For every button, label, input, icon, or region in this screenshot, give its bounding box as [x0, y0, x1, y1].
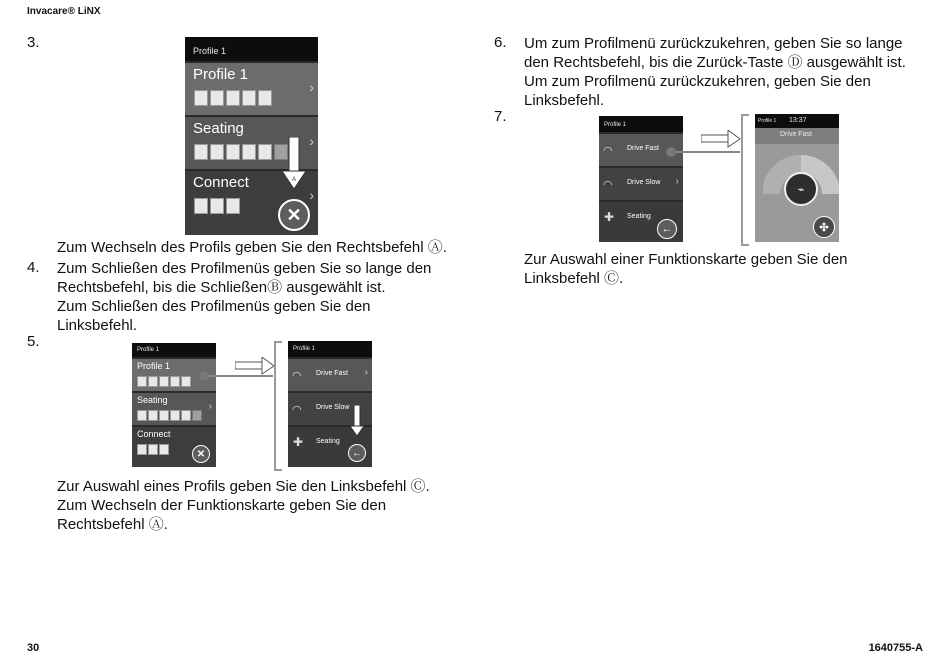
step-7-function-screen — [599, 116, 683, 242]
speed-gauge-icon — [763, 144, 839, 218]
page-number: 30 — [27, 642, 40, 654]
text-line: Zur Auswahl einer Funktionskarte geben Sie den — [524, 251, 848, 268]
screen-title-bar — [132, 343, 216, 357]
screen-title: Profile 1 — [193, 46, 227, 56]
seating-icon: ✚ — [604, 210, 615, 224]
menu-row-label: Seating — [193, 120, 244, 137]
menu-row-label: Drive Slow — [627, 179, 661, 186]
menu-row-label: Seating — [627, 213, 651, 220]
chevron-right-icon: › — [675, 176, 679, 187]
chevron-right-icon: › — [309, 187, 314, 203]
step-3-number: 3. — [27, 34, 40, 51]
step-7-text — [524, 250, 866, 288]
step-5-text — [57, 477, 442, 534]
text-line: Um zum Profilmenü zurückzukehren, geben Sie den — [524, 73, 871, 90]
close-icon[interactable]: ✕ — [192, 445, 210, 463]
speedometer-icon: ◠ — [603, 145, 613, 157]
step-7-number: 7. — [494, 108, 507, 125]
text-line: Rechtsbefehl Ⓐ. — [57, 516, 168, 533]
marker-label: A — [291, 177, 297, 183]
text-line: Linksbefehl. — [524, 92, 605, 109]
menu-row-profile — [185, 63, 318, 115]
menu-row-seating — [132, 393, 216, 425]
text-line: Zum Schließen des Profilmenüs geben Sie den — [57, 298, 371, 315]
connect-cells — [194, 198, 240, 214]
menu-row-label: Seating — [137, 395, 168, 405]
connector-line — [209, 375, 273, 377]
step-3-profile-screen — [185, 37, 318, 235]
step-6-text — [524, 34, 913, 110]
connect-cells — [137, 444, 169, 455]
text-line: Zum Wechseln der Funktionskarte geben Sie den — [57, 497, 387, 514]
menu-row-label: Seating — [316, 438, 340, 445]
step-4-number: 4. — [27, 259, 40, 276]
svg-text:⌁: ⌁ — [797, 183, 805, 196]
profile-cells — [194, 90, 272, 106]
menu-row-label: Connect — [137, 429, 171, 439]
step-7-drive-screen — [755, 114, 839, 242]
speedometer-icon: ◠ — [292, 370, 302, 382]
arrow-right-icon — [701, 130, 741, 148]
group-bracket — [741, 114, 749, 246]
chevron-right-icon: › — [208, 401, 212, 412]
function-header — [755, 128, 839, 144]
back-arrow-icon[interactable]: ← — [657, 219, 677, 239]
text-line: den Rechtsbefehl, bis die Zurück-Taste Ⓓ ausgewählt ist. — [524, 54, 906, 71]
arrow-down-icon — [350, 405, 364, 437]
screen-title: Profile 1 — [137, 347, 160, 353]
text-line: Rechtsbefehl, bis die SchließenⒷ ausgewählt ist. — [57, 279, 386, 296]
function-label: Drive Fast — [780, 131, 812, 138]
step-3-caption: Zum Wechseln des Profils geben Sie den Rechtsbefehl Ⓐ. — [57, 239, 447, 256]
menu-row-label: Profile 1 — [137, 361, 171, 371]
step-5-profile-screen — [132, 343, 216, 467]
seating-icon: ✚ — [293, 435, 304, 449]
menu-row-drive-slow — [599, 168, 683, 200]
group-bracket — [274, 341, 282, 471]
screen-status-bar — [755, 114, 839, 128]
menu-row-label: Profile 1 — [193, 66, 249, 83]
text-line: Linksbefehl Ⓒ. — [524, 270, 624, 287]
step-6-number: 6. — [494, 34, 507, 51]
menu-row-label: Connect — [193, 174, 249, 191]
arrow-down-icon — [282, 137, 306, 191]
back-arrow-icon[interactable]: ← — [348, 444, 366, 462]
text-line: Linksbefehl. — [57, 317, 138, 334]
menu-row-label: Drive Fast — [627, 145, 659, 152]
chevron-right-icon: › — [309, 133, 314, 149]
text-line: Um zum Profilmenü zurückzukehren, geben Sie so lange — [524, 35, 903, 52]
screen-title-bar — [288, 341, 372, 357]
menu-row-label: Drive Slow — [316, 404, 350, 411]
chevron-right-icon: › — [364, 367, 368, 378]
selection-knob-icon — [199, 371, 209, 381]
seating-function-icon[interactable]: ✣ — [813, 216, 835, 238]
speedometer-icon: ◠ — [603, 179, 613, 191]
selection-knob-icon — [666, 147, 676, 157]
profile-cells — [137, 376, 191, 387]
text-line: Zum Schließen des Profilmenüs geben Sie so lange den — [57, 260, 432, 277]
connector-line — [676, 151, 740, 153]
menu-row-label: Drive Fast — [316, 370, 348, 377]
text-line: Zur Auswahl eines Profils geben Sie den Linksbefehl Ⓒ. — [57, 478, 430, 495]
screen-title: Profile 1 — [758, 118, 777, 124]
arrow-right-icon — [235, 357, 275, 375]
menu-row-drive-fast — [288, 359, 372, 391]
clock-time: 13:37 — [789, 117, 807, 124]
seating-cells — [194, 144, 288, 160]
step-5-function-screen — [288, 341, 372, 467]
screen-title: Profile 1 — [293, 346, 316, 352]
screen-title-bar — [185, 37, 318, 61]
speedometer-icon: ◠ — [292, 404, 302, 416]
screen-title-bar — [599, 116, 683, 132]
step-5-number: 5. — [27, 333, 40, 350]
document-id: 1640755-A — [868, 642, 923, 654]
chevron-right-icon: › — [309, 79, 314, 95]
close-icon[interactable]: ✕ — [278, 199, 310, 231]
screen-title: Profile 1 — [604, 122, 627, 128]
brand-header: Invacare® LiNX — [27, 6, 101, 17]
step-4-text — [57, 259, 440, 335]
seating-cells — [137, 410, 202, 421]
